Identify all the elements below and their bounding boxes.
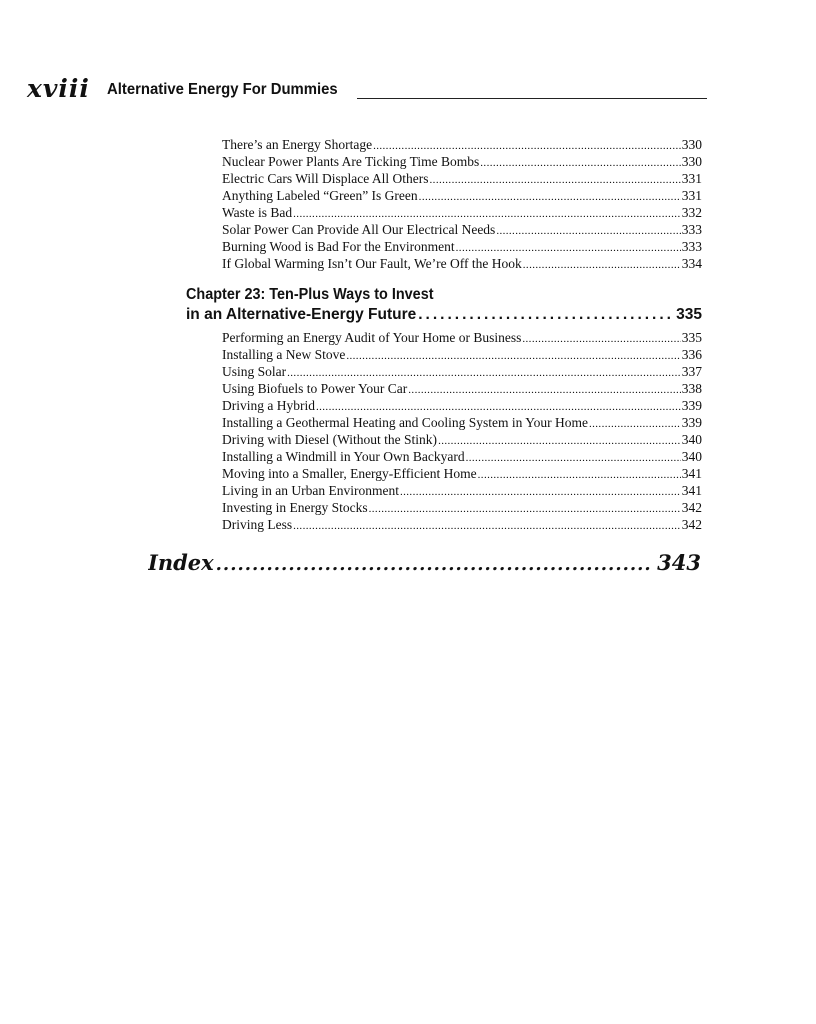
dot-leader xyxy=(293,206,681,221)
toc-entry[interactable] xyxy=(222,482,702,499)
toc-entry-title: Installing a Geothermal Heating and Cooling System in Your Home xyxy=(222,415,588,430)
toc-entry-page: 330 xyxy=(681,137,702,152)
dot-leader xyxy=(523,257,681,272)
toc-entry[interactable] xyxy=(222,380,702,397)
toc-entry[interactable] xyxy=(222,255,702,272)
toc-entry[interactable] xyxy=(222,170,702,187)
toc-entry-title: Anything Labeled “Green” Is Green xyxy=(222,188,418,203)
dot-leader xyxy=(478,467,681,482)
toc-entry-title: Investing in Energy Stocks xyxy=(222,500,368,515)
page-number: xviii xyxy=(27,74,90,103)
header-rule xyxy=(357,98,707,99)
toc-entry-title: Using Biofuels to Power Your Car xyxy=(222,381,408,396)
toc-entry-page: 337 xyxy=(681,364,702,379)
toc-list-chapter xyxy=(222,329,702,533)
toc-entry[interactable] xyxy=(222,465,702,482)
index-title: Index xyxy=(148,550,214,575)
chapter-heading[interactable] xyxy=(186,285,702,325)
toc-entry[interactable] xyxy=(222,238,702,255)
toc-entry-page: 342 xyxy=(681,500,702,515)
toc-entry-title: Driving with Diesel (Without the Stink) xyxy=(222,432,438,447)
toc-entry[interactable] xyxy=(222,363,702,380)
toc-list-top xyxy=(222,136,702,272)
toc-entry-page: 338 xyxy=(681,381,702,396)
dot-leader xyxy=(522,331,680,346)
dot-leader xyxy=(589,416,681,431)
toc-entry[interactable] xyxy=(222,397,702,414)
dot-leader xyxy=(316,399,681,414)
toc-entry-page: 333 xyxy=(681,222,702,237)
toc-entry-page: 332 xyxy=(681,205,702,220)
index-entry[interactable] xyxy=(148,549,701,577)
chapter-title-line2: in an Alternative-Energy Future xyxy=(186,306,417,323)
toc-entry-page: 331 xyxy=(681,171,702,186)
toc-entry-title: Waste is Bad xyxy=(222,205,293,220)
toc-entry-page: 341 xyxy=(681,466,702,481)
dot-leader xyxy=(408,382,680,397)
toc-entry-title: Living in an Urban Environment xyxy=(222,483,399,498)
dot-leader xyxy=(346,348,680,363)
toc-entry[interactable] xyxy=(222,414,702,431)
toc-entry-page: 340 xyxy=(681,449,702,464)
dot-leader xyxy=(216,551,654,577)
chapter-title-line2-row xyxy=(186,305,702,325)
chapter-page: 335 xyxy=(676,306,702,323)
dot-leader xyxy=(466,450,681,465)
toc-entry-title: If Global Warming Isn’t Our Fault, We’re Off the Hook xyxy=(222,256,522,271)
dot-leader xyxy=(418,305,674,325)
toc-entry-title: Installing a New Stove xyxy=(222,347,346,362)
dot-leader xyxy=(293,518,681,533)
dot-leader xyxy=(373,138,681,153)
book-title: Alternative Energy For Dummies xyxy=(107,81,338,98)
toc-entry-page: 331 xyxy=(681,188,702,203)
toc-entry[interactable] xyxy=(222,187,702,204)
toc-entry-title: There’s an Energy Shortage xyxy=(222,137,373,152)
toc-entry-title: Installing a Windmill in Your Own Backyard xyxy=(222,449,465,464)
toc-entry-page: 334 xyxy=(681,256,702,271)
dot-leader xyxy=(400,484,681,499)
chapter-title-line1: Chapter 23: Ten-Plus Ways to Invest xyxy=(186,286,434,303)
toc-entry[interactable] xyxy=(222,431,702,448)
toc-entry-page: 330 xyxy=(681,154,702,169)
toc-entry-page: 335 xyxy=(681,330,702,345)
toc-entry-page: 339 xyxy=(681,415,702,430)
toc-entry-page: 341 xyxy=(681,483,702,498)
toc-entry-page: 333 xyxy=(681,239,702,254)
dot-leader xyxy=(419,189,681,204)
toc-entry[interactable] xyxy=(222,346,702,363)
dot-leader xyxy=(430,172,681,187)
dot-leader xyxy=(456,240,681,255)
dot-leader xyxy=(496,223,680,238)
toc-entry-page: 340 xyxy=(681,432,702,447)
toc-entry-title: Moving into a Smaller, Energy-Efficient Home xyxy=(222,466,477,481)
toc-entry-title: Driving Less xyxy=(222,517,293,532)
toc-entry-page: 339 xyxy=(681,398,702,413)
toc-entry[interactable] xyxy=(222,204,702,221)
dot-leader xyxy=(369,501,681,516)
toc-entry-title: Electric Cars Will Displace All Others xyxy=(222,171,429,186)
dot-leader xyxy=(438,433,681,448)
toc-entry[interactable] xyxy=(222,448,702,465)
index-page: 343 xyxy=(657,550,701,575)
dot-leader xyxy=(287,365,681,380)
toc-entry-page: 336 xyxy=(681,347,702,362)
toc-entry[interactable] xyxy=(222,221,702,238)
toc-entry-title: Nuclear Power Plants Are Ticking Time Bombs xyxy=(222,154,480,169)
toc-entry[interactable] xyxy=(222,153,702,170)
dot-leader xyxy=(480,155,680,170)
toc-entry-title: Solar Power Can Provide All Our Electrical Needs xyxy=(222,222,496,237)
toc-entry[interactable] xyxy=(222,329,702,346)
toc-entry[interactable] xyxy=(222,136,702,153)
toc-entry-title: Burning Wood is Bad For the Environment xyxy=(222,239,455,254)
toc-entry[interactable] xyxy=(222,516,702,533)
toc-entry-title: Using Solar xyxy=(222,364,287,379)
page-header xyxy=(27,76,707,102)
toc-entry-title: Driving a Hybrid xyxy=(222,398,315,413)
toc-entry-page: 342 xyxy=(681,517,702,532)
toc-entry[interactable] xyxy=(222,499,702,516)
toc-entry-title: Performing an Energy Audit of Your Home or Business xyxy=(222,330,522,345)
